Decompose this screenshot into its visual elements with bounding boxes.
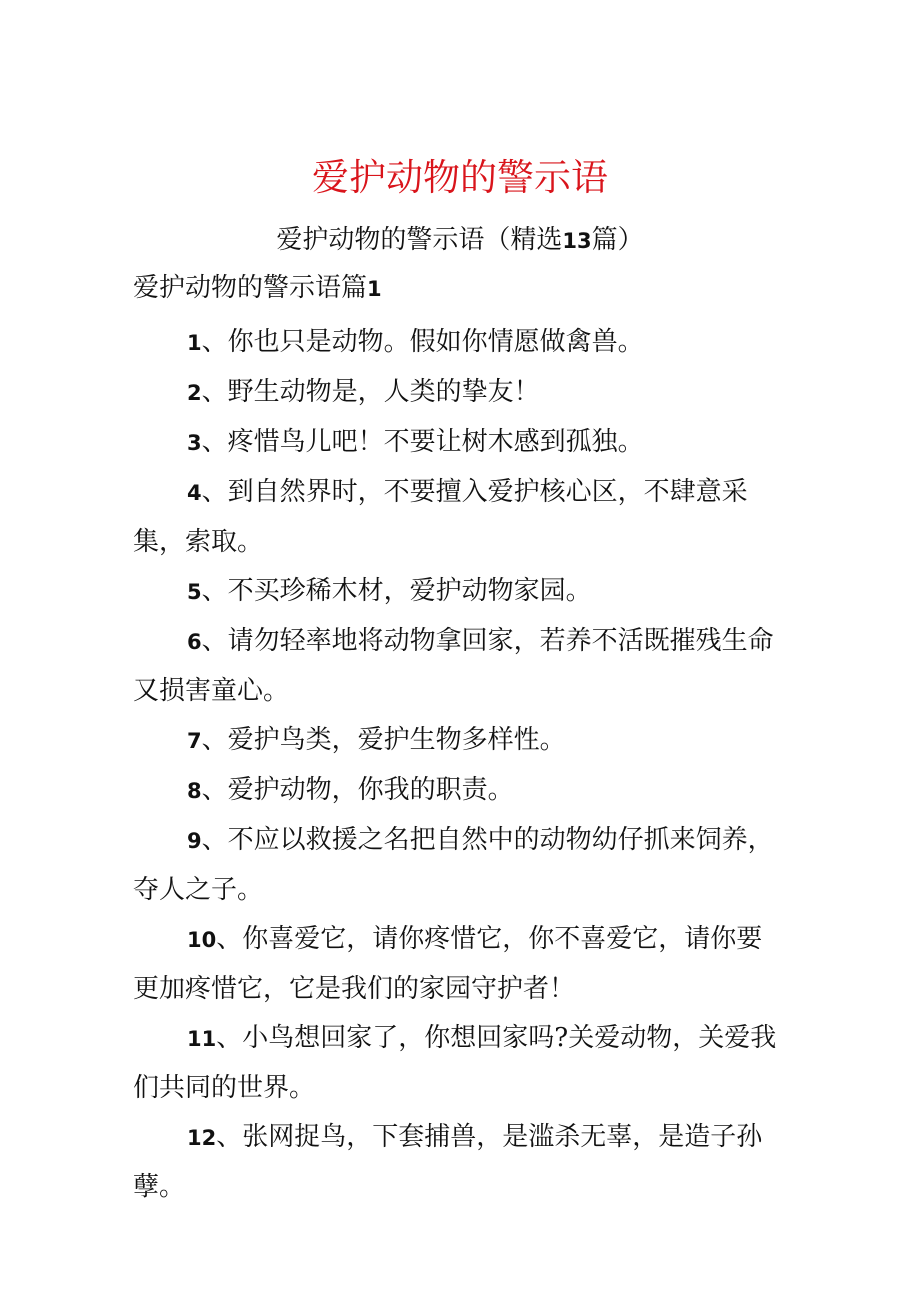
slogan-number: 8: [187, 779, 202, 803]
document-title: 爱护动物的警示语: [312, 156, 608, 199]
slogan-item: [133, 468, 788, 567]
slogan-item: [133, 816, 788, 915]
slogan-item: [133, 318, 788, 368]
slogan-text: 不买珍稀木材，爱护动物家园。: [227, 576, 592, 606]
slogan-separator: 、: [216, 924, 243, 954]
slogan-item: [133, 1113, 788, 1212]
section-heading-text: 爱护动物的警示语篇: [133, 273, 368, 303]
slogan-list: [133, 318, 788, 1212]
slogan-number: 3: [187, 431, 202, 455]
slogan-separator: 、: [201, 477, 228, 507]
slogan-item: [133, 766, 788, 816]
slogan-text: 爱护动物，你我的职责。: [227, 775, 514, 805]
slogan-text: 张网捉鸟，下套捕兽，是滥杀无辜，是造子孙孽。: [133, 1122, 763, 1202]
slogan-number: 7: [187, 729, 202, 753]
subtitle-count: 13: [562, 229, 592, 253]
section-heading-number: 1: [367, 277, 382, 301]
slogan-text: 野生动物是，人类的挚友！: [227, 377, 540, 407]
slogan-number: 6: [187, 630, 202, 654]
slogan-separator: 、: [201, 825, 228, 855]
slogan-separator: 、: [201, 725, 228, 755]
slogan-text: 疼惜鸟儿吧！不要让树木感到孤独。: [227, 427, 644, 457]
slogan-number: 11: [187, 1027, 217, 1051]
slogan-number: 10: [187, 928, 217, 952]
slogan-item: [133, 716, 788, 766]
slogan-item: [133, 418, 788, 468]
slogan-number: 9: [187, 829, 202, 853]
slogan-separator: 、: [201, 427, 228, 457]
slogan-number: 1: [187, 331, 202, 355]
slogan-item: [133, 567, 788, 617]
document-subtitle: [0, 220, 920, 261]
slogan-number: 2: [187, 381, 202, 405]
slogan-separator: 、: [201, 327, 228, 357]
slogan-text: 小鸟想回家了，你想回家吗?关爱动物，关爱我们共同的世界。: [133, 1023, 777, 1103]
slogan-text: 到自然界时，不要擅入爱护核心区，不肆意采集，索取。: [133, 477, 748, 557]
slogan-text: 不应以救援之名把自然中的动物幼仔抓来饲养，夺人之子。: [133, 825, 774, 905]
section-heading: [133, 268, 382, 309]
slogan-separator: 、: [201, 377, 228, 407]
slogan-text: 你也只是动物。假如你情愿做禽兽。: [227, 327, 644, 357]
slogan-item: [133, 617, 788, 716]
slogan-text: 请勿轻率地将动物拿回家，若养不活既摧残生命又损害童心。: [133, 626, 774, 706]
slogan-number: 5: [187, 580, 202, 604]
subtitle-text-before: 爱护动物的警示语（精选: [276, 225, 563, 255]
slogan-number: 12: [187, 1126, 217, 1150]
slogan-separator: 、: [201, 576, 228, 606]
slogan-separator: 、: [201, 626, 228, 656]
slogan-text: 爱护鸟类，爱护生物多样性。: [227, 725, 566, 755]
slogan-item: [133, 1014, 788, 1113]
slogan-separator: 、: [216, 1122, 243, 1152]
slogan-item: [133, 915, 788, 1014]
slogan-separator: 、: [201, 775, 228, 805]
slogan-number: 4: [187, 481, 202, 505]
subtitle-text-after: 篇）: [591, 225, 644, 255]
slogan-item: [133, 368, 788, 418]
slogan-text: 你喜爱它，请你疼惜它，你不喜爱它，请你要更加疼惜它，它是我们的家园守护者！: [133, 924, 763, 1004]
slogan-separator: 、: [216, 1023, 243, 1053]
